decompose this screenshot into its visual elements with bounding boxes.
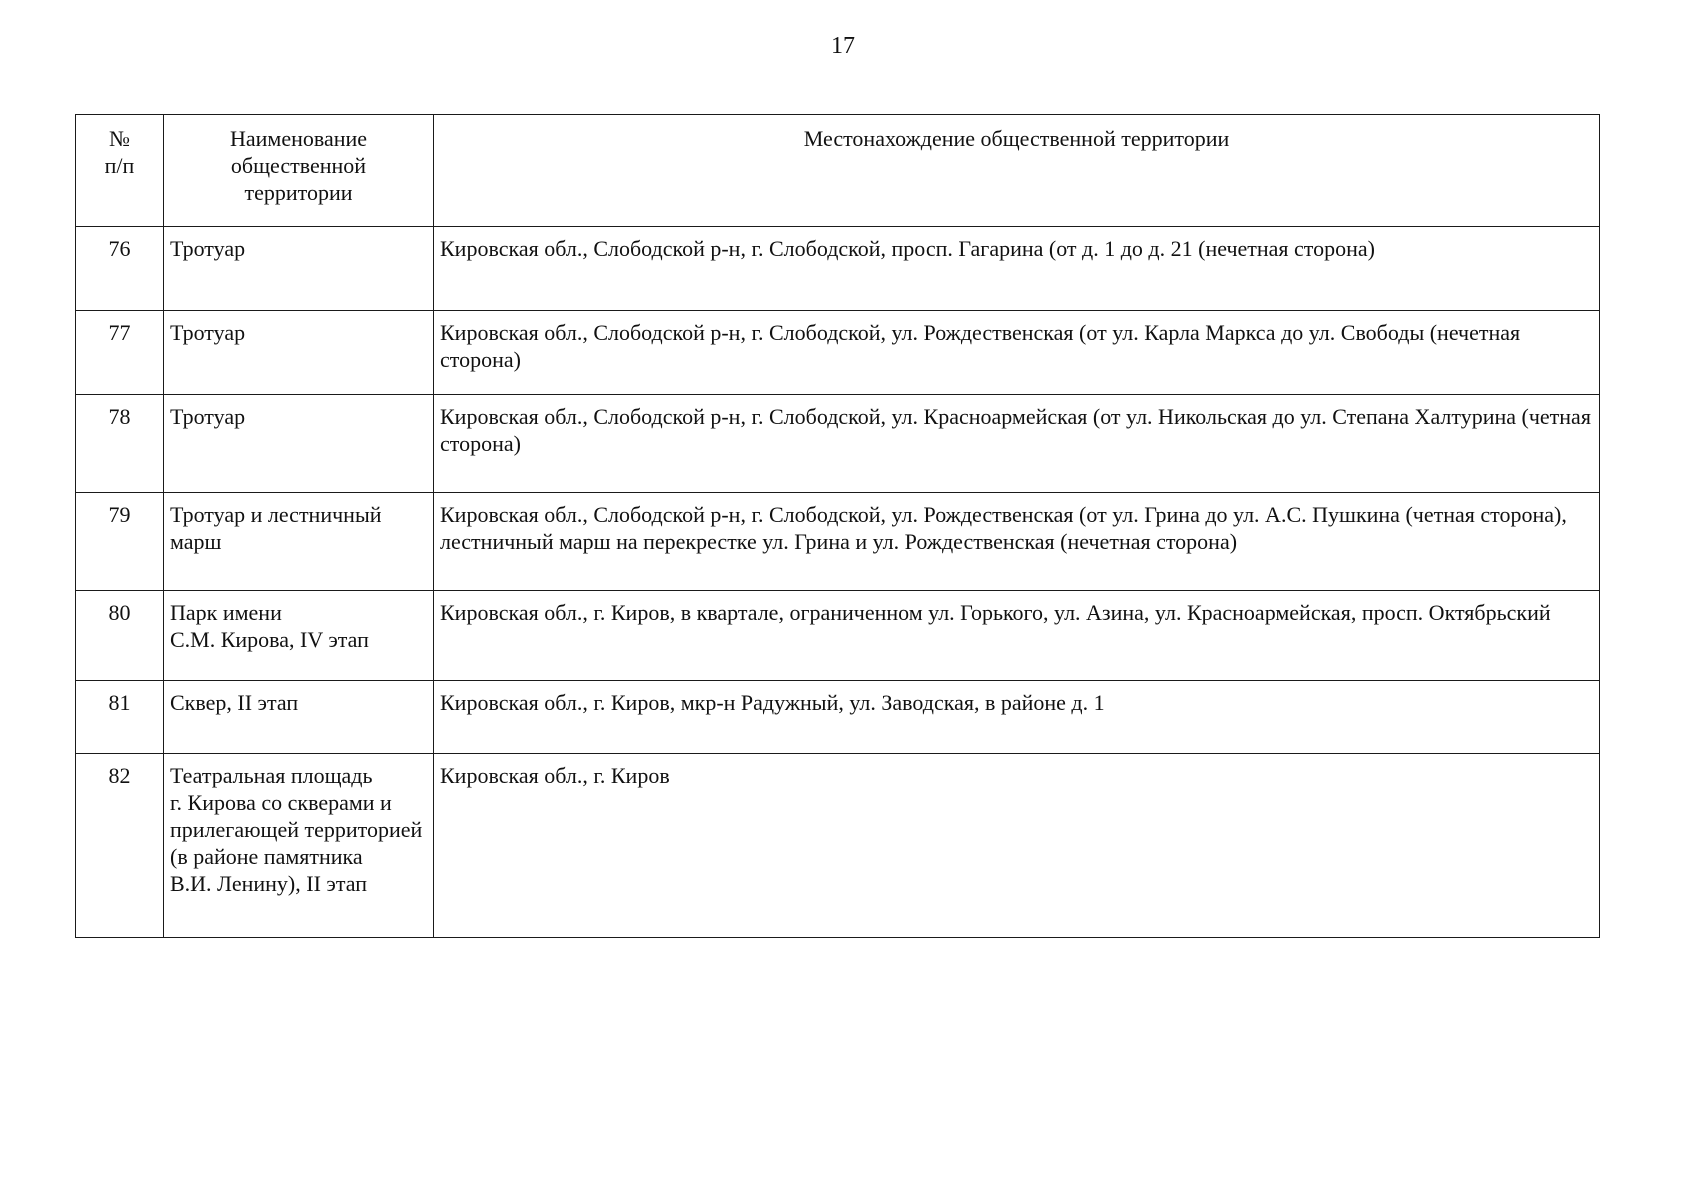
- table-row: [76, 591, 1600, 681]
- row-name: Тротуар: [164, 311, 434, 395]
- table-header-row: [76, 115, 1600, 227]
- row-number: 81: [76, 681, 164, 754]
- row-number: 82: [76, 754, 164, 938]
- header-name-label: Наименование общественной территории: [229, 126, 368, 205]
- row-number: 78: [76, 395, 164, 493]
- row-name: Театральная площадь г. Кирова со скверами и прилегающей территорией (в районе памятника В.И. Ленину), II этап: [164, 754, 434, 938]
- header-name: [164, 115, 434, 227]
- row-location: Кировская обл., Слободской р-н, г. Слободской, ул. Красноармейская (от ул. Никольская до ул. Степана Халтурина (четная сторона): [434, 395, 1600, 493]
- row-number: 77: [76, 311, 164, 395]
- row-location: Кировская обл., г. Киров, мкр-н Радужный, ул. Заводская, в районе д. 1: [434, 681, 1600, 754]
- row-name: Тротуар: [164, 395, 434, 493]
- row-number: 76: [76, 227, 164, 311]
- header-number-label: № п/п: [104, 126, 135, 178]
- row-location: Кировская обл., Слободской р-н, г. Слободской, ул. Рождественская (от ул. Грина до ул. А.С. Пушкина (четная сторона), лестничный марш на перекрестке ул. Грина и ул. Рождественская (нечетная сторона): [434, 493, 1600, 591]
- header-number: [76, 115, 164, 227]
- row-number: 79: [76, 493, 164, 591]
- row-location: Кировская обл., Слободской р-н, г. Слободской, ул. Рождественская (от ул. Карла Маркса до ул. Свободы (нечетная сторона): [434, 311, 1600, 395]
- row-location: Кировская обл., г. Киров, в квартале, ограниченном ул. Горького, ул. Азина, ул. Красноармейская, просп. Октябрьский: [434, 591, 1600, 681]
- row-name: Тротуар: [164, 227, 434, 311]
- table-row: [76, 311, 1600, 395]
- table-row: [76, 493, 1600, 591]
- table-row: [76, 754, 1600, 938]
- row-name: Парк имени С.М. Кирова, IV этап: [164, 591, 434, 681]
- table-row: [76, 681, 1600, 754]
- row-location: Кировская обл., Слободской р-н, г. Слободской, просп. Гагарина (от д. 1 до д. 21 (нечетная сторона): [434, 227, 1600, 311]
- row-name: Тротуар и лестничный марш: [164, 493, 434, 591]
- row-number: 80: [76, 591, 164, 681]
- row-location: Кировская обл., г. Киров: [434, 754, 1600, 938]
- territories-table: [75, 114, 1600, 938]
- page-number: 17: [831, 33, 855, 59]
- header-location-label: Местонахождение общественной территории: [803, 126, 1230, 151]
- row-name: Сквер, II этап: [164, 681, 434, 754]
- header-location: [434, 115, 1600, 227]
- table-row: [76, 227, 1600, 311]
- table-row: [76, 395, 1600, 493]
